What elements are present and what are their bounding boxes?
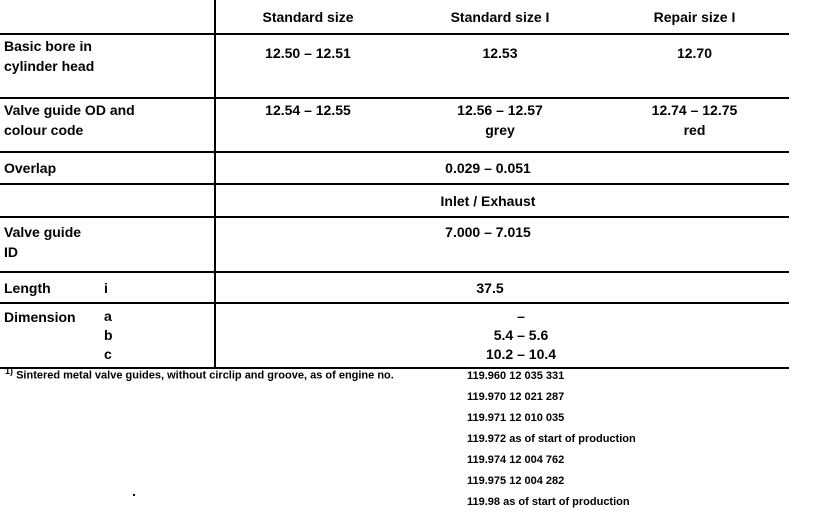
footnote-text: Sintered metal valve guides, without circlip and groove, as of engine no. bbox=[16, 369, 394, 382]
dimension-sub-list bbox=[104, 307, 113, 364]
inlet-exhaust-empty-cell bbox=[0, 184, 215, 217]
valve-guide-od-repair-i-colour: red bbox=[683, 122, 706, 138]
valve-guide-od-standard-i bbox=[400, 98, 600, 152]
footnote bbox=[5, 366, 394, 382]
length-label: Length bbox=[4, 279, 51, 296]
dimension-label: Dimension bbox=[4, 309, 76, 325]
table-row-dimension bbox=[0, 303, 789, 368]
valve-guide-od-repair-i bbox=[600, 98, 789, 152]
list-item: 119.98 as of start of production bbox=[467, 496, 630, 508]
list-item: 119.971 12 010 035 bbox=[467, 412, 565, 424]
dimension-values-cell bbox=[215, 303, 789, 368]
dimension-value-a: – bbox=[517, 308, 525, 324]
dimension-sub-c: c bbox=[104, 346, 112, 362]
basic-bore-repair-i: 12.70 bbox=[600, 34, 789, 98]
dimension-sub-b: b bbox=[104, 327, 113, 343]
header-repair-size-i: Repair size I bbox=[600, 0, 789, 34]
valve-guide-od-label bbox=[0, 98, 215, 152]
footnote-marker: 1) bbox=[5, 366, 14, 376]
basic-bore-label-line1: Basic bore in bbox=[4, 38, 92, 54]
table-row-length bbox=[0, 272, 789, 303]
valve-guide-id-label-line2: ID bbox=[4, 244, 18, 260]
basic-bore-standard-i: 12.53 bbox=[400, 34, 600, 98]
basic-bore-standard: 12.50 – 12.51 bbox=[215, 34, 400, 98]
table-row-inlet-exhaust bbox=[0, 184, 789, 217]
valve-guide-od-standard-value: 12.54 – 12.55 bbox=[265, 102, 351, 118]
list-item: 119.960 12 035 331 bbox=[467, 370, 565, 382]
dimension-values bbox=[431, 307, 611, 364]
list-item: 119.972 as of start of production bbox=[467, 433, 636, 445]
basic-bore-label-line2: cylinder head bbox=[4, 58, 95, 74]
valve-guide-id-label-line1: Valve guide bbox=[4, 224, 82, 240]
header-row bbox=[0, 0, 789, 34]
basic-bore-label bbox=[0, 34, 215, 98]
table-row-valve-guide-id bbox=[0, 217, 789, 272]
valve-guide-od-label-line1: Valve guide OD and bbox=[4, 102, 135, 118]
list-item: 119.970 12 021 287 bbox=[467, 391, 565, 403]
list-item: 119.974 12 004 762 bbox=[467, 454, 565, 466]
header-empty-cell bbox=[0, 0, 215, 34]
inlet-exhaust-value: Inlet / Exhaust bbox=[215, 184, 789, 217]
valve-guide-od-repair-i-value: 12.74 – 12.75 bbox=[651, 102, 738, 118]
length-sub: i bbox=[104, 279, 108, 296]
overlap-label: Overlap bbox=[0, 152, 215, 184]
valve-guide-od-label-line2: colour code bbox=[4, 122, 84, 138]
valve-guide-id-value: 7.000 – 7.015 bbox=[215, 217, 789, 272]
header-standard-size-i: Standard size I bbox=[400, 0, 600, 34]
list-item: 119.975 12 004 282 bbox=[467, 475, 565, 487]
dimension-value-b: 5.4 – 5.6 bbox=[493, 327, 549, 343]
valve-guide-od-standard-i-colour: grey bbox=[485, 122, 515, 138]
valve-guide-id-label bbox=[0, 217, 215, 272]
dimension-value-c: 10.2 – 10.4 bbox=[485, 346, 557, 362]
header-standard-size: Standard size bbox=[215, 0, 400, 34]
valve-guide-od-standard-i-value: 12.56 – 12.57 bbox=[457, 102, 543, 118]
table-row-basic-bore bbox=[0, 34, 789, 98]
dimension-label-cell bbox=[0, 303, 215, 368]
table-row-valve-guide-od bbox=[0, 98, 789, 152]
dimension-sub-a: a bbox=[104, 308, 112, 324]
scan-speck bbox=[133, 494, 135, 496]
length-value: 37.5 bbox=[215, 272, 789, 303]
valve-guide-od-standard bbox=[215, 98, 400, 152]
length-label-cell bbox=[0, 272, 215, 303]
overlap-value: 0.029 – 0.051 bbox=[215, 152, 789, 184]
engine-number-list bbox=[467, 366, 636, 513]
table-row-overlap bbox=[0, 152, 789, 184]
